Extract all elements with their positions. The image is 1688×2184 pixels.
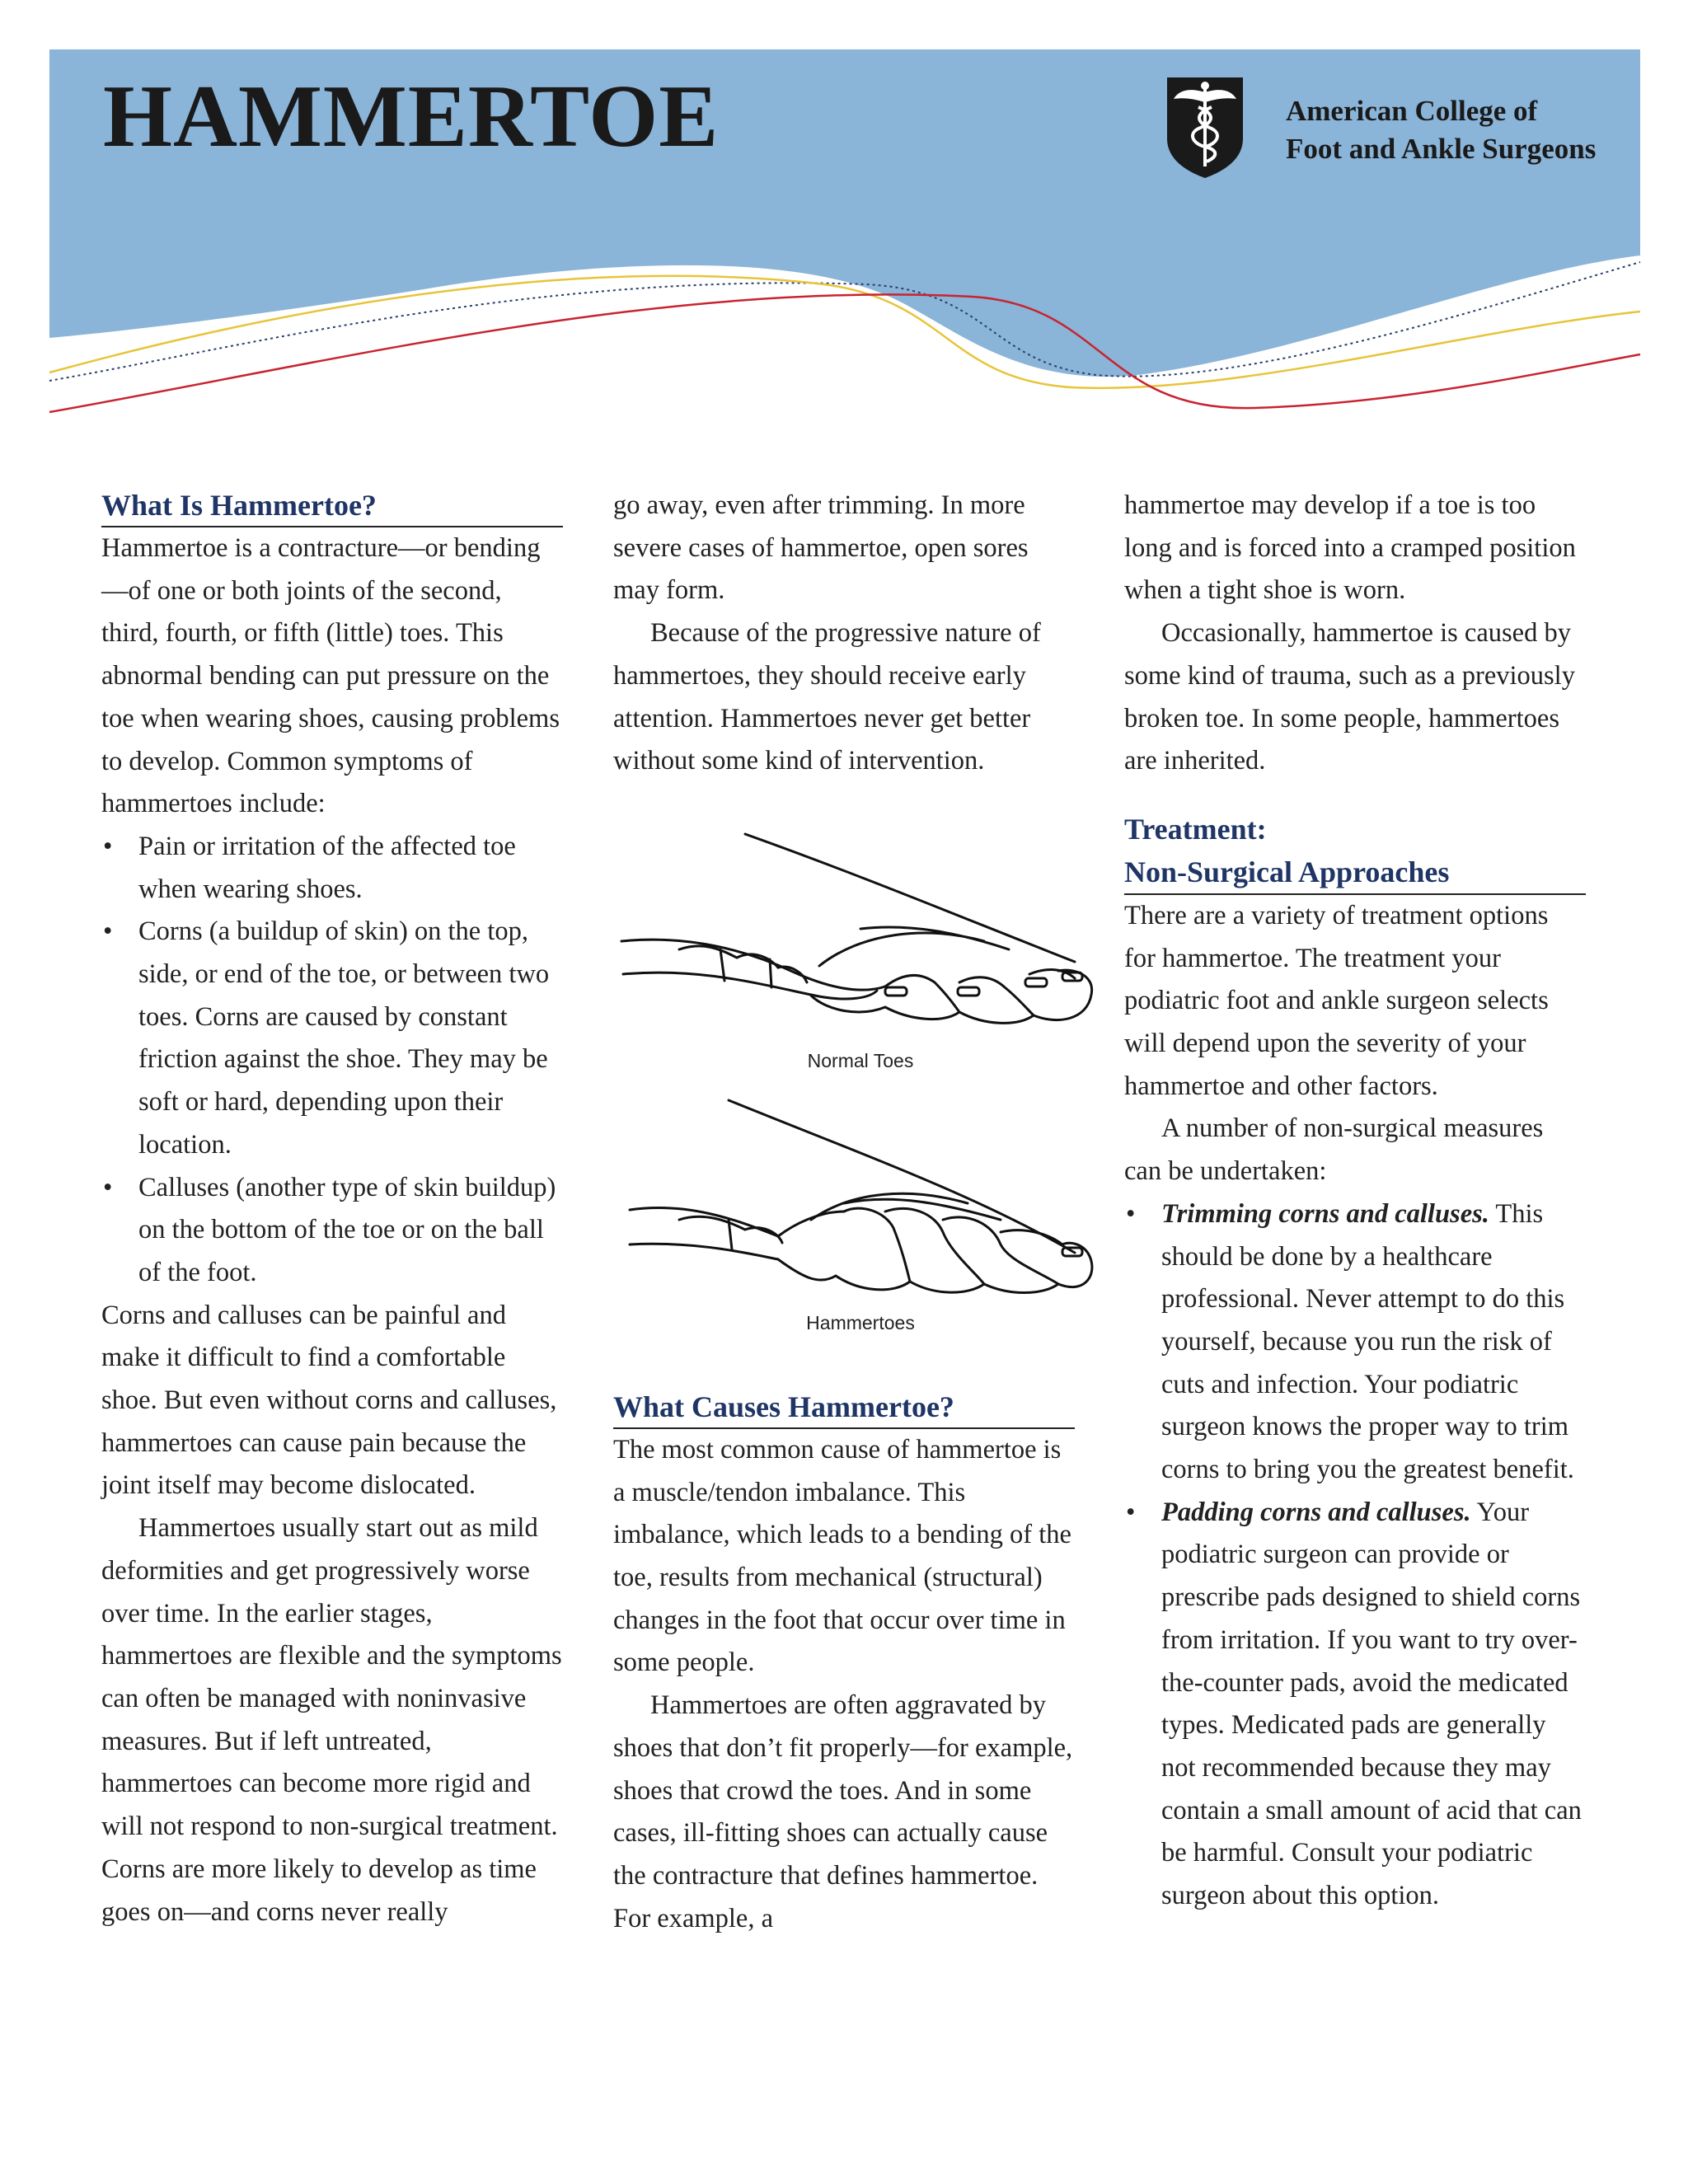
list-item: • Pain or irritation of the affected toe when wearing shoes. (101, 826, 563, 911)
list-item: • Corns (a buildup of skin) on the top, side, or end of the toe, or between two toes. Corns are caused by constant friction against the shoe. They may be soft or hard, depending upon their location. (101, 911, 563, 1166)
paragraph: Hammertoes usually start out as mild deformities and get progressively worse over time. In the earlier stages, hammertoes are flexible and the symptoms can often be managed with noninvasive measures. But if left untreated, hammertoes can become more rigid and will not respond to non-surgical treatment. Corns are more likely to develop as time goes on—and corns never really (101, 1513, 562, 1927)
org-name-line2: Foot and Ankle Surgeons (1286, 133, 1597, 165)
list-item (1124, 1492, 1586, 1918)
column-3 (1124, 485, 1586, 1918)
org-name-line1: American College of (1286, 95, 1538, 127)
paragraph: Corns and calluses can be painful and make it difficult to find a comfortable shoe. But even without corns and calluses, hammertoes can cause pain because the joint itself may become dislocated. (101, 1300, 557, 1501)
section-heading-causes: What Causes Hammertoe? (613, 1386, 1075, 1429)
heading-line: Treatment: (1124, 812, 1267, 846)
hammertoes-illustration (613, 1088, 1108, 1310)
paragraph: hammertoe may develop if a toe is too long and is forced into a cramped position when a tight shoe is worn. (1124, 490, 1576, 606)
paragraph: Hammertoes are often aggravated by shoes that don’t fit properly—for example, shoes that crowd the toes. And in some cases, ill-fitting shoes can actually cause the contracture that defines hammertoe. For example, a (613, 1690, 1073, 1933)
normal-toes-illustration (613, 826, 1108, 1048)
paragraph: Occasionally, hammertoe is caused by some kind of trauma, such as a previously broken toe. In some people, hammertoes are inherited. (1124, 618, 1575, 776)
list-item-text: This should be done by a healthcare professional. Never attempt to do this yourself, because you run the risk of cuts and infection. Your podiatric surgeon knows the proper way to trim corns to bring you the greatest benefit. (1161, 1198, 1574, 1485)
header-banner (0, 0, 1688, 429)
paragraph: go away, even after trimming. In more severe cases of hammertoe, open sores may form. (613, 490, 1029, 606)
paragraph: There are a variety of treatment options for hammertoe. The treatment your podiatric foot and ankle surgeon selects will depend upon the severity of your hammertoe and other factors. (1124, 900, 1549, 1101)
figure-caption-normal: Normal Toes (807, 1049, 914, 1071)
list-item (1124, 1193, 1586, 1492)
list-item-text: Your podiatric surgeon can provide or prescribe pads designed to shield corns from irritation. If you want to try over-the-counter pads, avoid the medicated types. Medicated pads are generally not recommended because they may contain a small amount of acid that can be harmful. Consult your podiatric surgeon about this option. (1161, 1497, 1582, 1911)
heading-line: Non-Surgical Approaches (1124, 855, 1450, 888)
hammertoes-figure (613, 1088, 1108, 1335)
list-item-lead: Padding corns and calluses. (1161, 1497, 1471, 1527)
paragraph: A number of non-surgical measures can be undertaken: (1124, 1113, 1544, 1187)
organization-name (1286, 92, 1665, 168)
list-item: • Calluses (another type of skin buildup) on the bottom of the toe or on the ball of the foot. (101, 1167, 563, 1295)
column-1 (101, 485, 563, 1933)
paragraph: The most common cause of hammertoe is a muscle/tendon imbalance. This imbalance, which leads to a bending of the toe, results from mechanical (structural) changes in the foot that occur over time in some people. (613, 1434, 1071, 1678)
page-title: HAMMERTOE (103, 68, 720, 166)
paragraph: Hammertoe is a contracture—or bending—of one or both joints of the second, third, fourth, or fifth (little) toes. This abnormal bending can put pressure on the toe when wearing shoes, causing problems to develop. Common symptoms of hammertoes include: (101, 533, 560, 819)
paragraph: Because of the progressive nature of hammertoes, they should receive early attention. Hammertoes never get better without some kind of intervention. (613, 618, 1041, 776)
section-heading-treatment (1124, 808, 1586, 895)
normal-toes-figure (613, 826, 1108, 1073)
figure-caption-hammertoes: Hammertoes (806, 1311, 915, 1333)
symptom-list (101, 826, 563, 1295)
treatment-list (1124, 1193, 1586, 1918)
caduceus-shield-icon (1164, 74, 1246, 180)
column-2 (613, 485, 1075, 1940)
section-heading-what-is: What Is Hammertoe? (101, 485, 563, 527)
list-item-lead: Trimming corns and calluses. (1161, 1198, 1489, 1229)
